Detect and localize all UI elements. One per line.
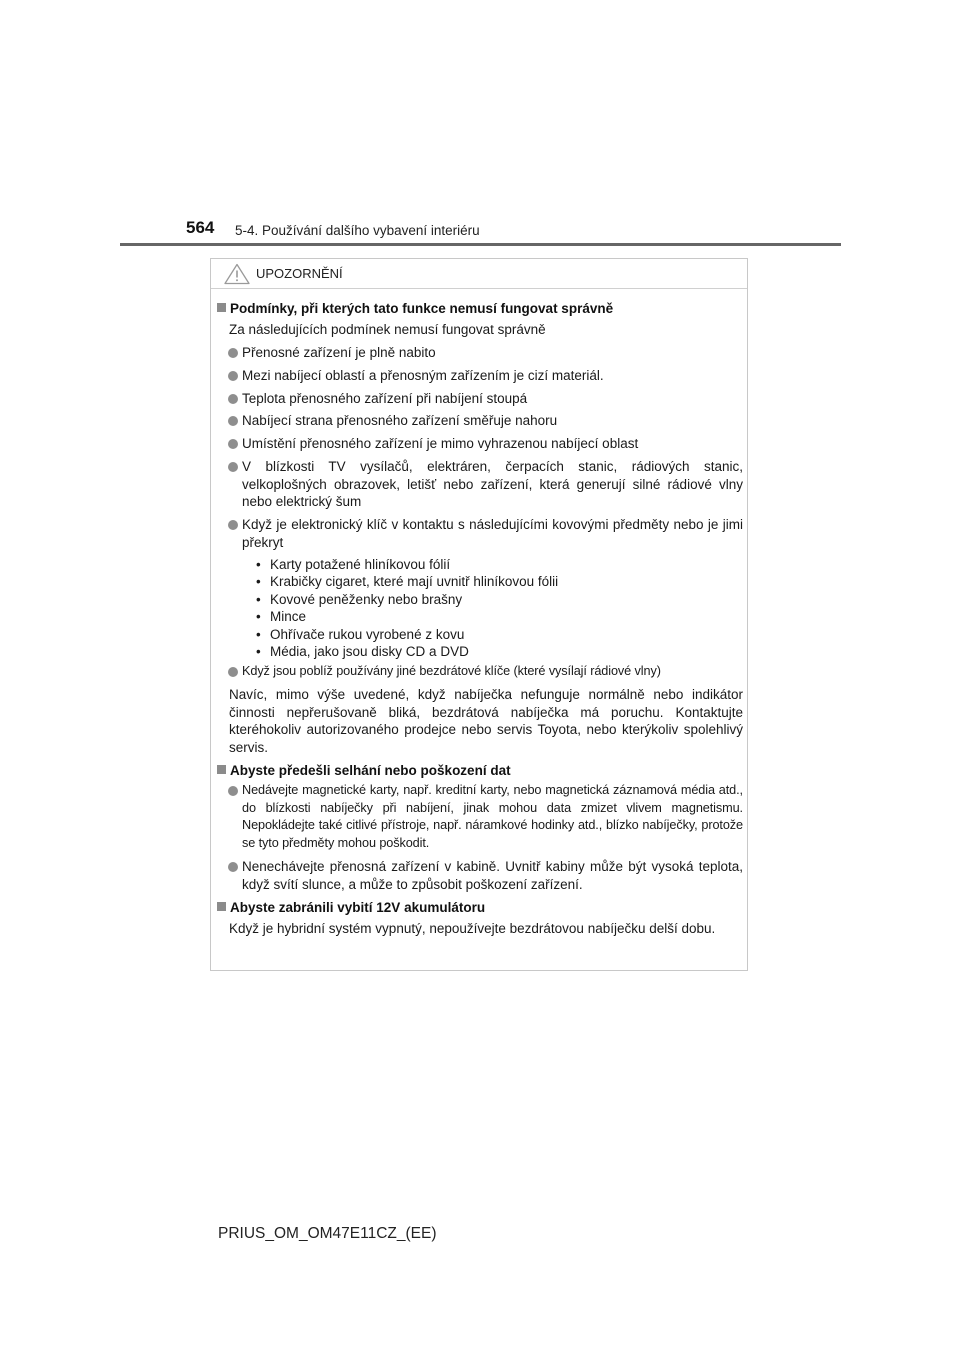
list-item: Nabíjecí strana přenosného zařízení směřuje nahoru	[228, 412, 743, 430]
sub-item: • Mince	[256, 609, 307, 624]
square-bullet-icon	[217, 765, 226, 774]
sub-item: • Karty potažené hliníkovou fólií	[256, 557, 451, 572]
list-item: Přenosné zařízení je plně nabito	[228, 344, 743, 362]
caution-header	[211, 259, 747, 289]
square-bullet-icon	[217, 902, 226, 911]
list-item: Teplota přenosného zařízení při nabíjení stoupá	[228, 390, 743, 408]
list-item: V blízkosti TV vysílačů, elektráren, čerpacích stanic, rádiových stanic, velkoplošných obrazovek, letišť nebo zařízení, která generují silné rádiové vlny nebo elektrický šum	[228, 458, 743, 511]
round-bullet-icon	[228, 439, 238, 449]
round-bullet-icon	[228, 462, 238, 472]
list-item: Mezi nabíjecí oblastí a přenosným zařízením je cizí materiál.	[228, 367, 743, 385]
topic-heading-text: Abyste předešli selhání nebo poškození dat	[230, 763, 511, 778]
sub-item: • Kovové peněženky nebo brašny	[256, 592, 463, 607]
square-bullet-icon	[217, 303, 226, 312]
topic-note: Navíc, mimo výše uvedené, když nabíječka nefunguje normálně nebo indikátor činnosti nepřerušovaně bliká, bezdrátová nabíječka má poruchu. Kontaktujte kteréhokoliv autorizovaného prodejce nebo servis Toyota, nebo kterýkoliv spolehlivý servis.	[229, 687, 743, 755]
section-title: 5-4. Používání dalšího vybavení interiéru	[235, 223, 480, 238]
round-bullet-icon	[228, 394, 238, 404]
round-bullet-icon	[228, 371, 238, 381]
topic-intro: Za následujících podmínek nemusí fungovat správně	[229, 322, 546, 337]
document-code: PRIUS_OM_OM47E11CZ_(EE)	[218, 1225, 437, 1242]
topic-heading-text: Abyste zabránili vybití 12V akumulátoru	[230, 900, 486, 915]
topic-heading	[217, 900, 485, 915]
list-item: Nedávejte magnetické karty, např. kreditní karty, nebo magnetická záznamová média atd., do blízkosti nabíječky při nabíjení, jinak mohou data zmizet vlivem magnetismu. Nepokládejte také citlivé přístroje, např. náramkové hodinky atd., blízko nabíječky, protože se tyto předměty mohou poškodit.	[228, 782, 743, 852]
header-rule	[120, 243, 841, 246]
round-bullet-icon	[228, 862, 238, 872]
list-item: Když jsou poblíž používány jiné bezdrátové klíče (které vysílají rádiové vlny)	[228, 663, 743, 681]
round-bullet-icon	[228, 348, 238, 358]
round-bullet-icon	[228, 416, 238, 426]
list-item: Umístění přenosného zařízení je mimo vyhrazenou nabíjecí oblast	[228, 435, 743, 453]
caution-box	[210, 258, 748, 971]
sub-item: • Ohřívače rukou vyrobené z kovu	[256, 627, 465, 642]
topic-heading-text: Podmínky, při kterých tato funkce nemusí fungovat správně	[230, 301, 614, 316]
list-item: Když je elektronický klíč v kontaktu s následujícími kovovými předměty nebo je jimi překryt	[228, 516, 743, 551]
round-bullet-icon	[228, 786, 238, 796]
page-number: 564	[186, 218, 215, 237]
topic-heading	[217, 301, 613, 316]
list-item: Nenechávejte přenosná zařízení v kabině. Uvnitř kabiny může být vysoká teplota, když svítí slunce, a může to způsobit poškození zařízení.	[228, 858, 743, 893]
sub-item: • Krabičky cigaret, které mají uvnitř hliníkovou fólii	[256, 574, 559, 589]
topic-heading	[217, 763, 511, 778]
warning-triangle-icon	[224, 263, 250, 285]
round-bullet-icon	[228, 667, 238, 677]
topic-text: Když je hybridní systém vypnutý, nepoužívejte bezdrátovou nabíječku delší dobu.	[229, 921, 716, 936]
sub-item: • Média, jako jsou disky CD a DVD	[256, 644, 469, 659]
caution-title: UPOZORNĚNÍ	[256, 266, 343, 281]
round-bullet-icon	[228, 520, 238, 530]
